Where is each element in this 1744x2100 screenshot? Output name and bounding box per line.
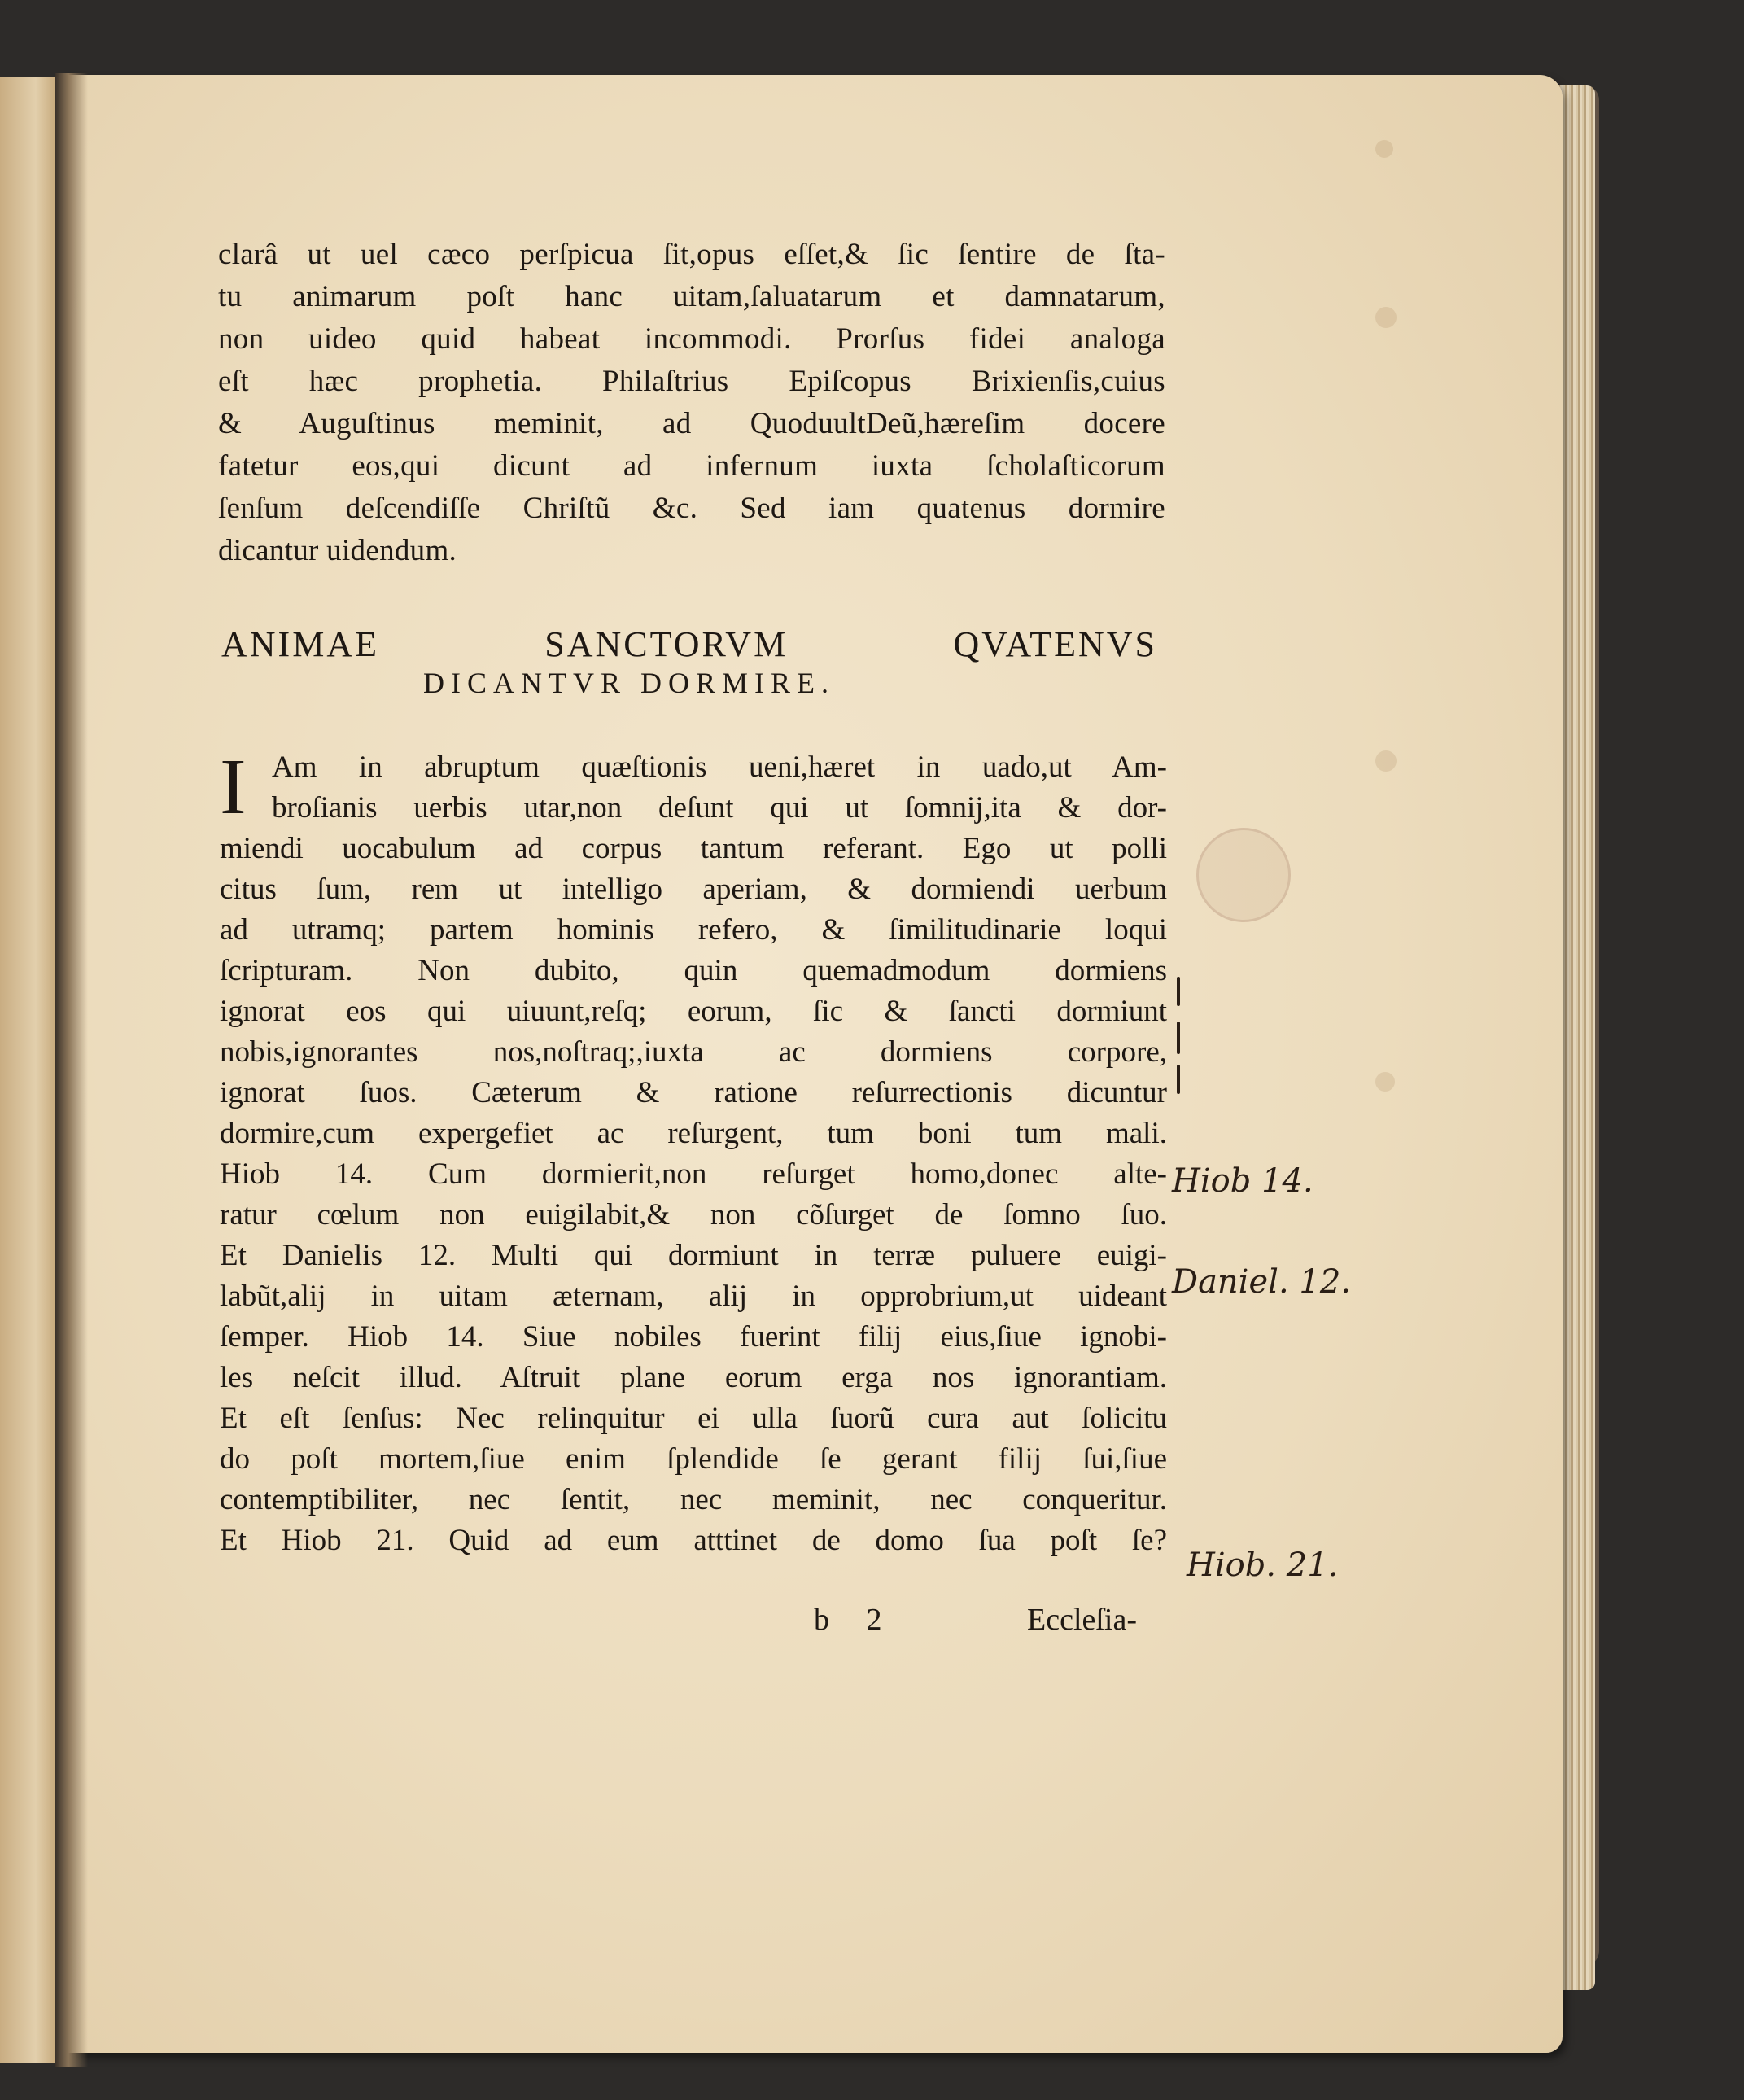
signature-mark: b 2 xyxy=(814,1603,897,1637)
text-line: Am in abruptum quæſtionis ueni,hæret in uado,ut Am- xyxy=(272,750,1167,784)
text-line: ſenſum deſcendiſſe Chriſtũ &c. Sed iam quatenus dormire xyxy=(218,492,1165,525)
gutter-shadow xyxy=(55,73,88,2067)
text-line: ſcripturam. Non dubito, quin quemadmodum dormiens xyxy=(220,954,1167,987)
text-line: ignorat ſuos. Cæterum & ratione reſurrectionis dicuntur xyxy=(220,1076,1167,1109)
text-line: tu animarum poſt hanc uitam,ſaluatarum et damnatarum, xyxy=(218,280,1165,313)
margin-bracket xyxy=(1177,1065,1180,1094)
section-heading-continued: DICANTVR DORMIRE. xyxy=(423,667,836,699)
foxing-spot xyxy=(1375,750,1397,772)
text-line: ſemper. Hiob 14. Siue nobiles fuerint filij eius,ſiue ignobi- xyxy=(220,1320,1167,1354)
stain-ring xyxy=(1196,828,1291,922)
text-line: dicantur uidendum. xyxy=(218,534,457,567)
text-line: Et eſt ſenſus: Nec relinquitur ei ulla ſuorũ cura aut ſolicitu xyxy=(220,1402,1167,1435)
foxing-spot xyxy=(1375,1072,1395,1092)
text-line: broſianis uerbis utar,non deſunt qui ut ſomnij,ita & dor- xyxy=(272,791,1167,825)
text-line: ignorat eos qui uiuunt,reſq; eorum, ſic & ſancti dormiunt xyxy=(220,995,1167,1028)
text-line: ad utramq; partem hominis refero, & ſimilitudinarie loqui xyxy=(220,913,1167,947)
text-line: labũt,alij in uitam æternam, alij in opprobrium,ut uideant xyxy=(220,1280,1167,1313)
text-line: Hiob 14. Cum dormierit,non reſurget homo,donec alte- xyxy=(220,1157,1167,1191)
text-line: nobis,ignorantes nos,noſtraq;,iuxta ac dormiens corpore, xyxy=(220,1035,1167,1069)
catchword: Eccleſia- xyxy=(1027,1603,1138,1637)
margin-bracket xyxy=(1177,977,1180,1006)
text-line: les neſcit illud. Aſtruit plane eorum erga nos ignorantiam. xyxy=(220,1361,1167,1394)
text-line: miendi uocabulum ad corpus tantum referant. Ego ut polli xyxy=(220,832,1167,865)
margin-note-hiob-21: Hiob. 21. xyxy=(1187,1547,1339,1584)
text-line: contemptibiliter, nec ſentit, nec meminit, nec conqueritur. xyxy=(220,1483,1167,1516)
margin-bracket xyxy=(1177,1022,1180,1054)
text-line: ratur cœlum non euigilabit,& non cõſurget de ſomno ſuo. xyxy=(220,1198,1167,1232)
section-heading: ANIMAE SANCTORVM QVATENVS xyxy=(221,624,1157,664)
margin-note-daniel-12: Daniel. 12. xyxy=(1172,1263,1351,1301)
foxing-spot xyxy=(1375,140,1393,158)
text-line: Et Danielis 12. Multi qui dormiunt in terræ puluere euigi- xyxy=(220,1239,1167,1272)
text-line: non uideo quid habeat incommodi. Prorſus fidei analoga xyxy=(218,322,1165,356)
foxing-spot xyxy=(1375,307,1397,328)
text-line: clarâ ut uel cæco perſpicua ſit,opus eſſet,& ſic ſentire de ſta- xyxy=(218,238,1165,271)
text-line: dormire,cum expergefiet ac reſurgent, tum boni tum mali. xyxy=(220,1117,1167,1150)
text-line: & Auguſtinus meminit, ad QuoduultDeũ,hæreſim docere xyxy=(218,407,1165,440)
text-line: eſt hæc prophetia. Philaſtrius Epiſcopus Brixienſis,cuius xyxy=(218,365,1165,398)
text-line: Et Hiob 21. Quid ad eum atttinet de domo ſua poſt ſe? xyxy=(220,1524,1167,1557)
margin-note-hiob-14: Hiob 14. xyxy=(1172,1162,1313,1200)
text-line: citus ſum, rem ut intelligo aperiam, & dormiendi uerbum xyxy=(220,873,1167,906)
text-line: fatetur eos,qui dicunt ad infernum iuxta ſcholaſticorum xyxy=(218,449,1165,483)
drop-cap: I xyxy=(220,743,247,831)
text-line: do poſt mortem,ſiue enim ſplendide ſe gerant filij ſui,ſiue xyxy=(220,1442,1167,1476)
